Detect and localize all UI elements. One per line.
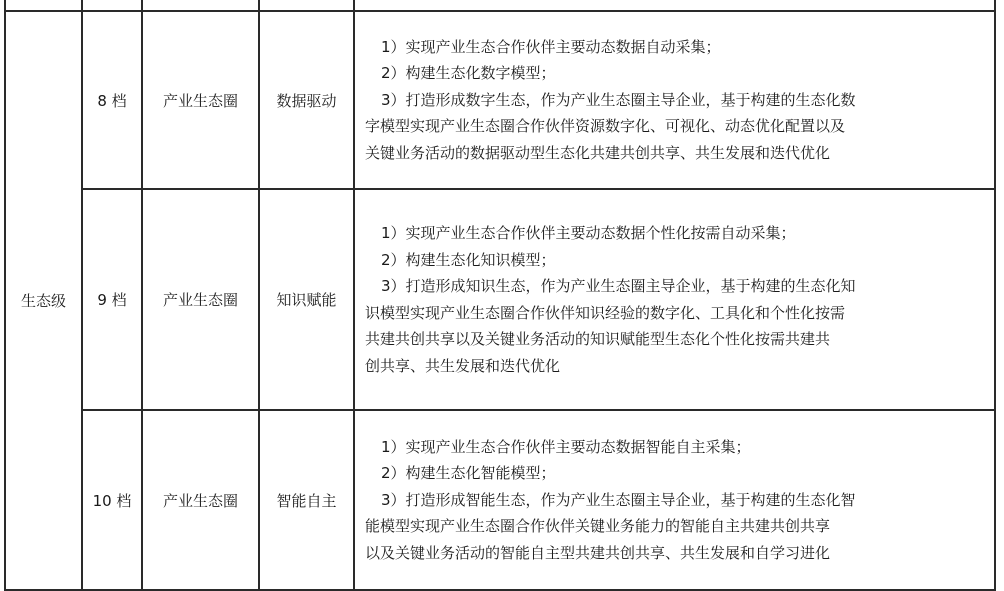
description-line: 3）打造形成数字生态，作为产业生态圈主导企业，基于构建的生态化数 <box>381 90 856 109</box>
grade-cell <box>82 410 142 590</box>
description-line: 1）实现产业生态合作伙伴主要动态数据自动采集； <box>381 37 721 56</box>
description-line: 能模型实现产业生态圈合作伙伴关键业务能力的智能自主共建共创共享 <box>365 517 831 536</box>
description-line: 共建共创共享以及关键业务活动的知识赋能型生态化个性化按需共建共 <box>365 330 831 348</box>
description-line: 字模型实现产业生态圈合作伙伴资源数字化、可视化、动态优化配置以及 <box>365 117 846 136</box>
description-line: 识模型实现产业生态圈合作伙伴知识经验的数字化、工具化和个性化按需 <box>365 303 846 322</box>
description-line: 创共享、共生发展和迭代优化 <box>365 356 561 375</box>
mode-cell <box>259 410 354 590</box>
grade-label: 9 档 <box>97 291 127 309</box>
cell-level-top <box>5 0 82 11</box>
mode-label: 知识赋能 <box>276 291 337 309</box>
description-cell <box>354 11 995 189</box>
capability-grade-table <box>4 0 996 591</box>
description-line: 关键业务活动的数据驱动型生态化共建共创共享、共生发展和迭代优化 <box>365 143 831 162</box>
scope-cell <box>142 189 259 410</box>
scope-label: 产业生态圈 <box>162 291 238 309</box>
grade-label: 10 档 <box>92 491 132 510</box>
description-line: 2）构建生态化智能模型； <box>381 464 556 483</box>
description-line: 2）构建生态化数字模型； <box>381 64 556 83</box>
table-row-grade-9 <box>5 189 995 410</box>
description-line: 1）实现产业生态合作伙伴主要动态数据智能自主采集； <box>381 437 751 456</box>
description-line: 以及关键业务活动的智能自主型共建共创共享、共生发展和自学习进化 <box>365 543 831 562</box>
table-row-grade-10 <box>5 410 995 590</box>
description-line: 3）打造形成智能生态，作为产业生态圈主导企业，基于构建的生态化智 <box>381 490 856 509</box>
scope-cell <box>142 410 259 590</box>
table-row-cut-top <box>5 0 995 11</box>
description-line: 1）实现产业生态合作伙伴主要动态数据个性化按需自动采集； <box>381 224 796 242</box>
grade-cell <box>82 189 142 410</box>
level-label: 生态级 <box>20 292 66 310</box>
grade-cell <box>82 11 142 189</box>
description-line: 3）打造形成知识生态，作为产业生态圈主导企业，基于构建的生态化知 <box>381 277 856 295</box>
scope-label: 产业生态圈 <box>162 91 238 110</box>
grade-label: 8 档 <box>97 91 127 110</box>
mode-cell <box>259 189 354 410</box>
cell-scope-top <box>142 0 259 11</box>
table-row-grade-8 <box>5 11 995 189</box>
scope-cell <box>142 11 259 189</box>
mode-label: 智能自主 <box>276 491 337 510</box>
description-cell <box>354 410 995 590</box>
cell-desc-top <box>354 0 995 11</box>
level-cell <box>5 11 82 590</box>
cell-grade-top <box>82 0 142 11</box>
description-line: 2）构建生态化知识模型； <box>381 250 556 269</box>
cell-mode-top <box>259 0 354 11</box>
description-cell <box>354 189 995 410</box>
mode-cell <box>259 11 354 189</box>
mode-label: 数据驱动 <box>276 91 337 110</box>
scope-label: 产业生态圈 <box>162 491 238 510</box>
